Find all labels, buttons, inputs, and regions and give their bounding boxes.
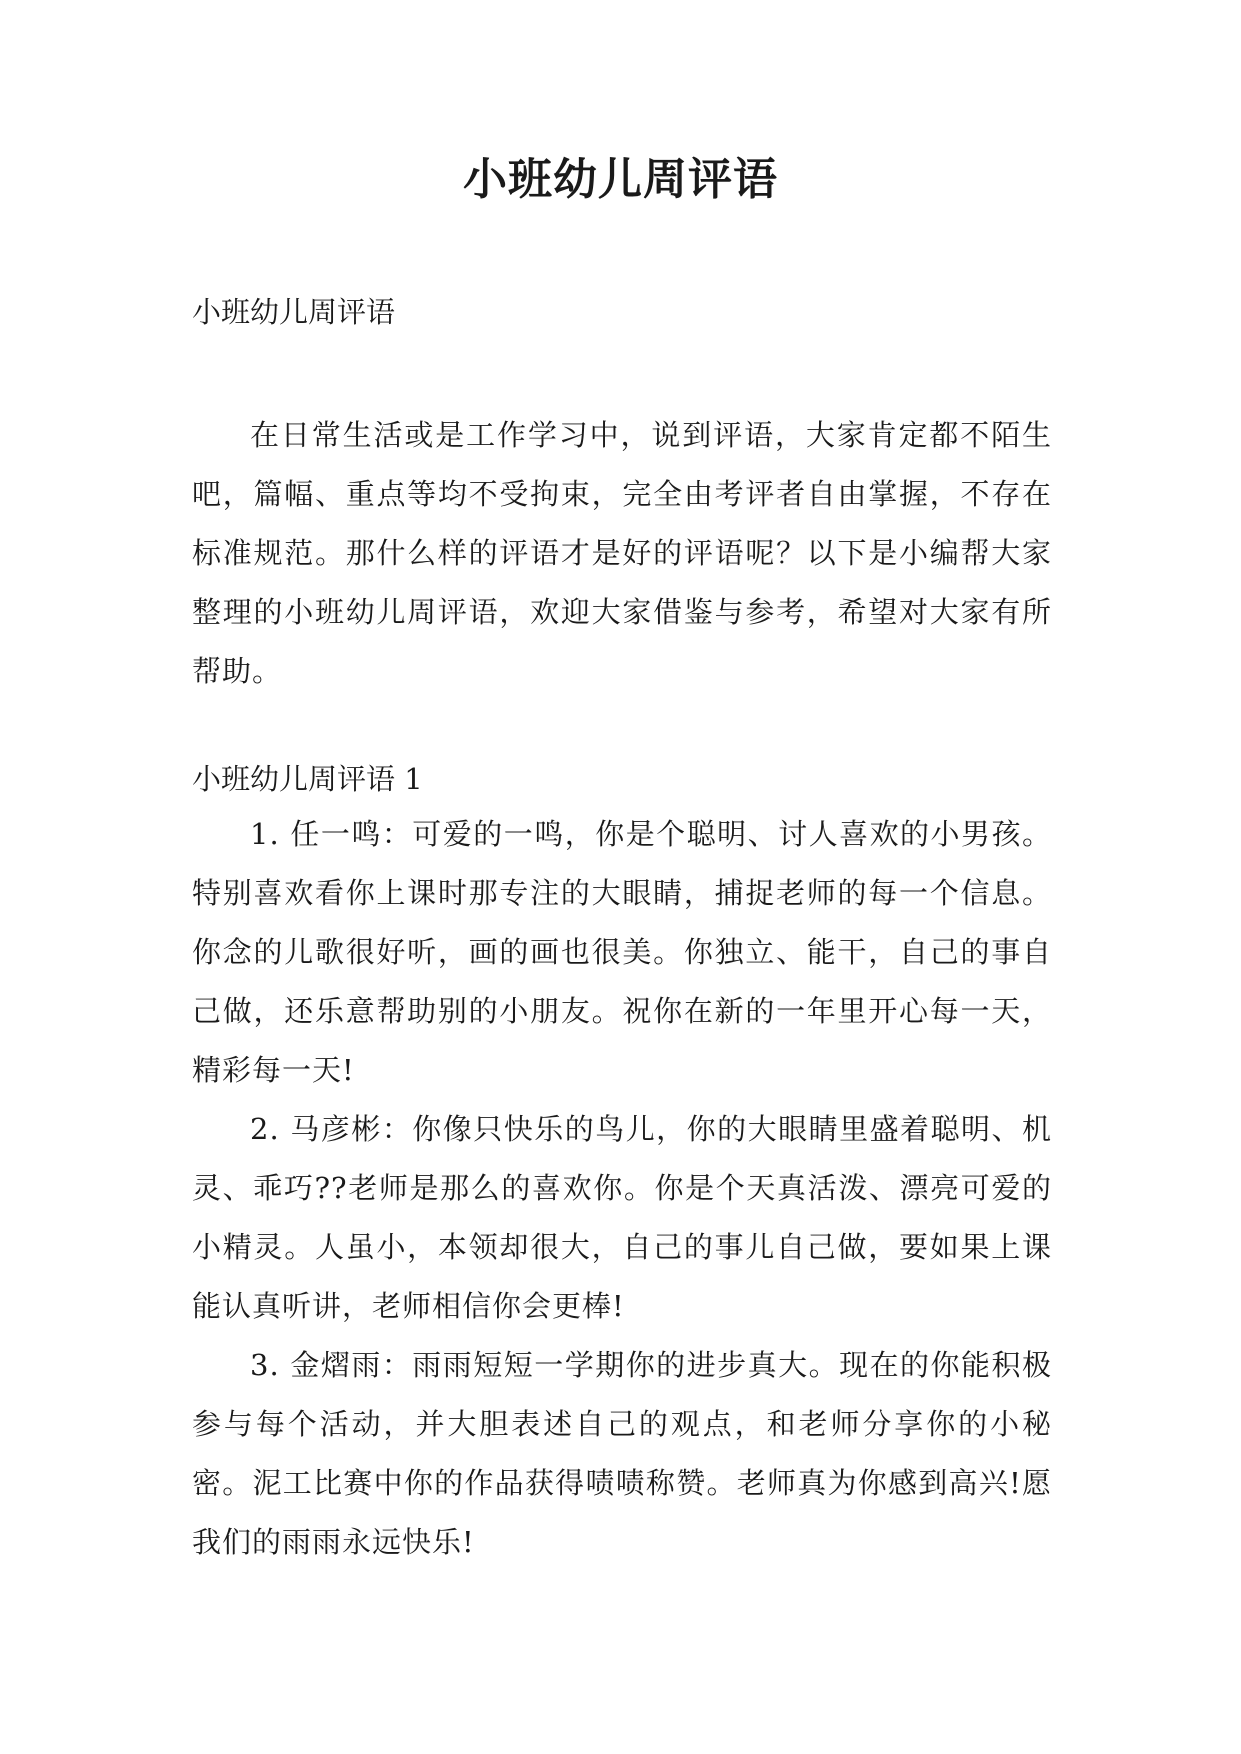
- document-subtitle: 小班幼儿周评语: [192, 295, 396, 329]
- section-heading: 小班幼儿周评语 1: [192, 762, 423, 796]
- comment-item-3: 3. 金熠雨：雨雨短短一学期你的进步真大。现在的你能积极参与每个活动，并大胆表述自己的观点，和老师分享你的小秘密。泥工比赛中你的作品获得啧啧称赞。老师真为你感到高兴!愿我们的雨雨永远快乐!: [192, 1348, 1052, 1559]
- comment-item-1: 1. 任一鸣：可爱的一鸣，你是个聪明、讨人喜欢的小男孩。特别喜欢看你上课时那专注的大眼睛，捕捉老师的每一个信息。你念的儿歌很好听，画的画也很美。你独立、能干，自己的事自己做，还乐意帮助别的小朋友。祝你在新的一年里开心每一天，精彩每一天!: [192, 817, 1052, 1087]
- document-title: 小班幼儿周评语: [463, 154, 778, 205]
- intro-paragraph: 在日常生活或是工作学习中，说到评语，大家肯定都不陌生吧，篇幅、重点等均不受拘束，完全由考评者自由掌握，不存在标准规范。那什么样的评语才是好的评语呢？以下是小编帮大家整理的小班幼儿周评语，欢迎大家借鉴与参考，希望对大家有所帮助。: [192, 418, 1052, 688]
- comment-item-2: 2. 马彦彬：你像只快乐的鸟儿，你的大眼睛里盛着聪明、机灵、乖巧??老师是那么的喜欢你。你是个天真活泼、漂亮可爱的小精灵。人虽小，本领却很大，自己的事儿自己做，要如果上课能认真听讲，老师相信你会更棒!: [192, 1112, 1052, 1323]
